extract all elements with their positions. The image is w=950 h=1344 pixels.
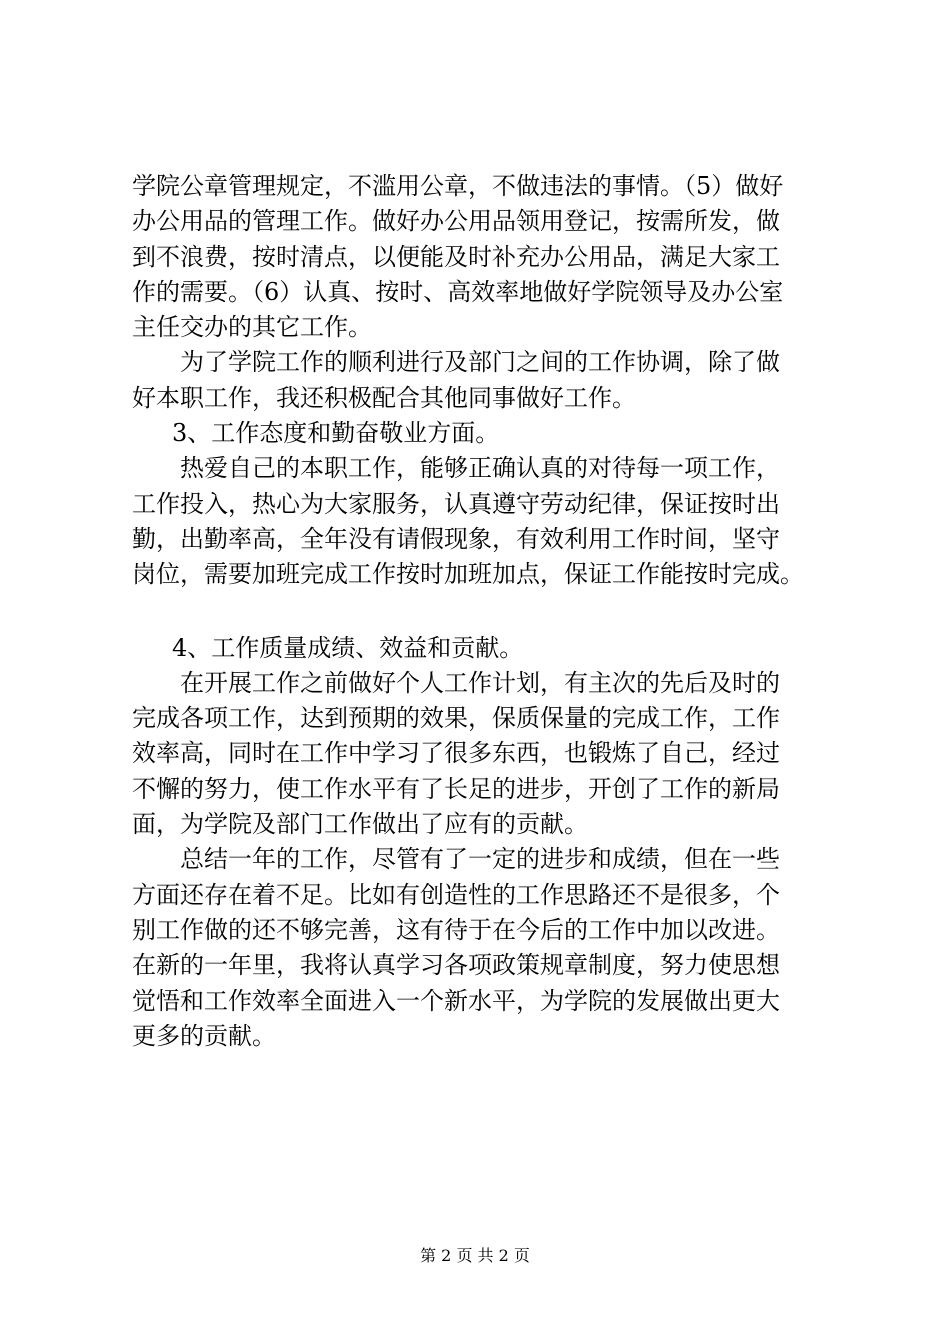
body-line: 在新的一年里，我将认真学习各项政策规章制度，努力使思想 bbox=[132, 951, 780, 980]
body-line: 岗位，需要加班完成工作按时加班加点，保证工作能按时完成。 bbox=[132, 560, 804, 589]
body-line: 在开展工作之前做好个人工作计划，有主次的先后及时的 bbox=[180, 668, 780, 697]
section-heading: 3、工作态度和勤奋敬业方面。 bbox=[172, 419, 500, 448]
body-line: 总结一年的工作，尽管有了一定的进步和成绩，但在一些 bbox=[180, 845, 780, 874]
body-line: 更多的贡献。 bbox=[132, 1021, 276, 1050]
section-heading: 4、工作质量成绩、效益和贡献。 bbox=[172, 633, 524, 662]
body-line: 作的需要。（6）认真、按时、高效率地做好学院领导及办公室 bbox=[132, 277, 784, 306]
body-line: 为了学院工作的顺利进行及部门之间的工作协调，除了做 bbox=[180, 348, 780, 377]
body-line: 觉悟和工作效率全面进入一个新水平，为学院的发展做出更大 bbox=[132, 986, 780, 1015]
body-line: 主任交办的其它工作。 bbox=[132, 313, 372, 342]
body-line: 到不浪费，按时清点，以便能及时补充办公用品，满足大家工 bbox=[132, 242, 780, 271]
body-line: 工作投入，热心为大家服务，认真遵守劳动纪律，保证按时出 bbox=[132, 489, 780, 518]
body-line: 别工作做的还不够完善，这有待于在今后的工作中加以改进。 bbox=[132, 915, 780, 944]
page-footer: 第 2 页 共 2 页 bbox=[420, 1246, 530, 1265]
body-line: 办公用品的管理工作。做好办公用品领用登记，按需所发，做 bbox=[132, 207, 780, 236]
body-line: 学院公章管理规定，不滥用公章，不做违法的事情。（5）做好 bbox=[132, 172, 784, 200]
body-line: 热爱自己的本职工作，能够正确认真的对待每一项工作， bbox=[180, 454, 780, 483]
body-line: 效率高，同时在工作中学习了很多东西，也锻炼了自己，经过 bbox=[132, 739, 780, 768]
document-body bbox=[132, 169, 852, 1054]
body-line: 完成各项工作，达到预期的效果，保质保量的完成工作，工作 bbox=[132, 704, 780, 733]
body-line: 勤，出勤率高，全年没有请假现象，有效利用工作时间，坚守 bbox=[132, 524, 780, 553]
paragraph-gap bbox=[132, 593, 852, 631]
body-line: 方面还存在着不足。比如有创造性的工作思路还不是很多，个 bbox=[132, 880, 780, 909]
body-line: 不懈的努力，使工作水平有了长足的进步，开创了工作的新局 bbox=[132, 774, 780, 803]
body-line: 好本职工作，我还积极配合其他同事做好工作。 bbox=[132, 383, 636, 412]
body-line: 面，为学院及部门工作做出了应有的贡献。 bbox=[132, 810, 588, 839]
